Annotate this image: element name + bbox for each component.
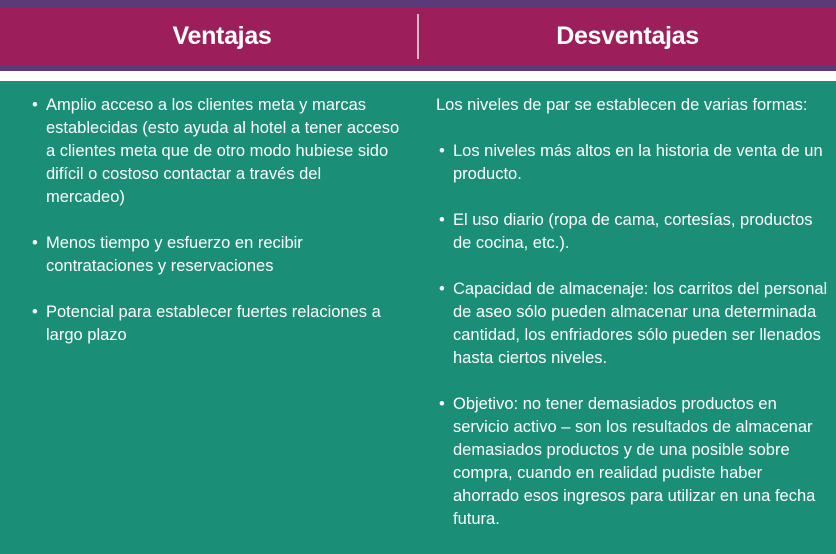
bullet-icon: • <box>32 234 38 252</box>
header-bottom-strip <box>0 65 836 71</box>
bullet-icon: • <box>439 211 445 229</box>
desventajas-item-text: Objetivo: no tener demasiados productos en servicio activo – son los resultados de almacenar demasiados productos y de una posible sobre compra, cuando en realidad pudiste haber ahorrado esos ingresos para utilizar en una fecha futura. <box>453 395 816 528</box>
bullet-icon: • <box>439 142 445 160</box>
bullet-icon: • <box>32 303 38 321</box>
top-accent-strip <box>0 0 836 8</box>
ventajas-item <box>32 232 404 278</box>
ventajas-item <box>32 301 404 347</box>
desventajas-item <box>436 140 828 186</box>
ventajas-item-text: Amplio acceso a los clientes meta y marcas establecidas (esto ayuda al hotel a tener acceso a clientes meta que de otro modo hubiese sido difícil o costoso contactar a través del mercadeo) <box>46 96 400 206</box>
desventajas-item <box>436 278 828 370</box>
bullet-icon: • <box>439 395 445 413</box>
ventajas-item-text: Potencial para establecer fuertes relaciones a largo plazo <box>46 303 381 344</box>
ventajas-column <box>32 94 404 370</box>
desventajas-column <box>436 94 828 554</box>
bullet-icon: • <box>439 280 445 298</box>
desventajas-item-text: Los niveles más altos en la historia de venta de un producto. <box>453 142 823 183</box>
desventajas-item-text: Capacidad de almacenaje: los carritos del personal de aseo sólo pueden almacenar una determinada cantidad, los enfriadores sólo pueden ser llenados hasta ciertos niveles. <box>453 280 828 367</box>
desventajas-intro: Los niveles de par se establecen de varias formas: <box>436 96 808 114</box>
ventajas-title: Ventajas <box>172 22 272 50</box>
desventajas-item <box>436 393 828 531</box>
ventajas-item <box>32 94 404 209</box>
desventajas-title: Desventajas <box>556 22 699 50</box>
desventajas-item-text: El uso diario (ropa de cama, cortesías, productos de cocina, etc.). <box>453 211 813 252</box>
bullet-icon: • <box>32 96 38 114</box>
ventajas-item-text: Menos tiempo y esfuerzo en recibir contrataciones y reservaciones <box>46 234 303 275</box>
desventajas-item <box>436 209 828 255</box>
